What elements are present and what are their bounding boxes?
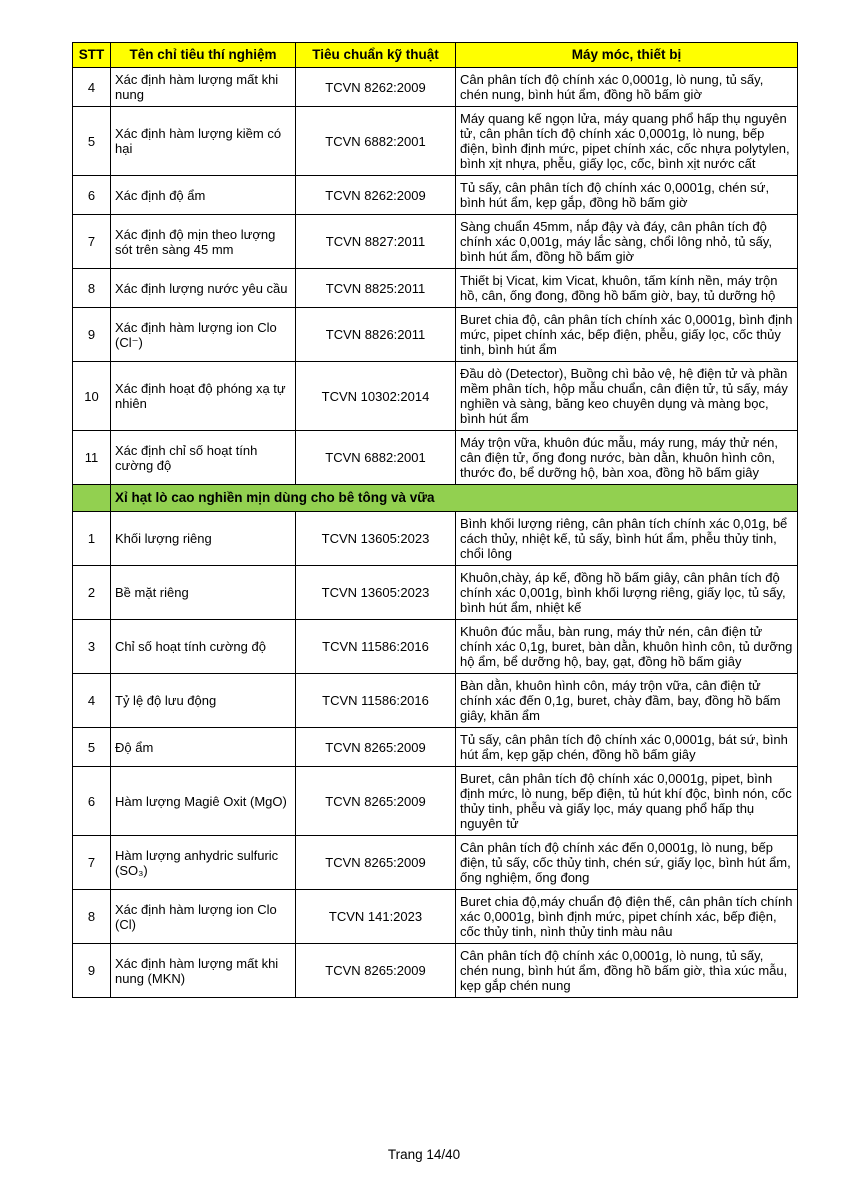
test-name-cell: Xác định độ mịn theo lượng sót trên sàng 45 mm: [111, 215, 296, 269]
table-row: [73, 107, 798, 176]
equipment-cell: Sàng chuẩn 45mm, nắp đậy và đáy, cân phân tích độ chính xác 0,001g, máy lắc sàng, chổi lông nhỏ, tủ sấy, bình hút ẩm, đồng hồ bấm giờ: [456, 215, 798, 269]
test-name-cell: Xác định lượng nước yêu cầu: [111, 269, 296, 308]
standard-cell: TCVN 13605:2023: [296, 512, 456, 566]
table-row: [73, 674, 798, 728]
table-header-row: [73, 43, 798, 68]
equipment-cell: Khuôn đúc mẫu, bàn rung, máy thử nén, cân điện tử chính xác 0,1g, buret, bàn dằn, khuôn hình côn, tủ dưỡng hộ ẩm, bể dưỡng hộ, bay, gạt, đồng hồ bấm giây: [456, 620, 798, 674]
equipment-cell: Cân phân tích độ chính xác đến 0,0001g, lò nung, bếp điện, tủ sấy, cốc thủy tinh, chén sứ, giấy lọc, bình hút ẩm, ống nghiệm, ống đong: [456, 836, 798, 890]
equipment-cell: Bình khối lượng riêng, cân phân tích chính xác 0,01g, bể cách thủy, nhiệt kế, tủ sấy, bình hút ẩm, phễu thủy tinh, chổi lông: [456, 512, 798, 566]
page-number: Trang 14/40: [387, 1147, 461, 1162]
test-name-cell: Hàm lượng Magiê Oxit (MgO): [111, 767, 296, 836]
stt-cell: 6: [73, 176, 111, 215]
table-row: [73, 944, 798, 998]
standard-cell: TCVN 8827:2011: [296, 215, 456, 269]
equipment-cell: Máy trộn vữa, khuôn đúc mẫu, máy rung, máy thử nén, cân điện tử, ống đong nước, bàn dằn, khuôn hình côn, thước đo, bể dưỡng hộ, bàn xoa, đồng hồ bấm giây: [456, 431, 798, 485]
table-row: [73, 767, 798, 836]
equipment-cell: Khuôn,chày, áp kế, đồng hồ bấm giây, cân phân tích độ chính xác 0,001g, bình khối lượng riêng, giấy lọc, tủ sấy, bình hút ẩm, nhiệt kế: [456, 566, 798, 620]
table-body: [73, 68, 798, 998]
table-row: [73, 512, 798, 566]
stt-cell: 4: [73, 68, 111, 107]
standard-cell: TCVN 8265:2009: [296, 728, 456, 767]
stt-cell: 9: [73, 944, 111, 998]
standard-cell: TCVN 6882:2001: [296, 107, 456, 176]
table-row: [73, 431, 798, 485]
test-criteria-table: [72, 42, 798, 998]
column-header-test-name: Tên chỉ tiêu thí nghiệm: [111, 43, 296, 68]
section-stt-cell: [73, 485, 111, 512]
equipment-cell: Cân phân tích độ chính xác 0,0001g, lò nung, tủ sấy, chén nung, bình hút ẩm, đồng hồ bấm giờ, thìa xúc mẫu, kẹp gắp chén nung: [456, 944, 798, 998]
table-row: [73, 728, 798, 767]
table-header: [73, 43, 798, 68]
test-name-cell: Tỷ lệ độ lưu động: [111, 674, 296, 728]
stt-cell: 11: [73, 431, 111, 485]
stt-cell: 10: [73, 362, 111, 431]
stt-cell: 7: [73, 215, 111, 269]
standard-cell: TCVN 13605:2023: [296, 566, 456, 620]
test-name-cell: Xác định hoạt độ phóng xạ tự nhiên: [111, 362, 296, 431]
table-row: [73, 362, 798, 431]
column-header-equipment: Máy móc, thiết bị: [456, 43, 798, 68]
standard-cell: TCVN 10302:2014: [296, 362, 456, 431]
table-row: [73, 836, 798, 890]
table-row: [73, 68, 798, 107]
stt-cell: 7: [73, 836, 111, 890]
table-row: [73, 215, 798, 269]
equipment-cell: Tủ sấy, cân phân tích độ chính xác 0,0001g, chén sứ, bình hút ẩm, kẹp gắp, đồng hồ bấm giờ: [456, 176, 798, 215]
standard-cell: TCVN 8826:2011: [296, 308, 456, 362]
test-name-cell: Hàm lượng anhydric sulfuric (SO₃): [111, 836, 296, 890]
table-row: [73, 176, 798, 215]
standard-cell: TCVN 8825:2011: [296, 269, 456, 308]
table-row: [73, 308, 798, 362]
standard-cell: TCVN 6882:2001: [296, 431, 456, 485]
section-title: Xỉ hạt lò cao nghiền mịn dùng cho bê tông và vữa: [111, 485, 798, 512]
column-header-stt: STT: [73, 43, 111, 68]
test-name-cell: Xác định hàm lượng mất khi nung: [111, 68, 296, 107]
test-name-cell: Xác định chỉ số hoạt tính cường độ: [111, 431, 296, 485]
standard-cell: TCVN 141:2023: [296, 890, 456, 944]
stt-cell: 2: [73, 566, 111, 620]
test-name-cell: Xác định hàm lượng kiềm có hại: [111, 107, 296, 176]
table-row: [73, 620, 798, 674]
standard-cell: TCVN 8262:2009: [296, 68, 456, 107]
standard-cell: TCVN 11586:2016: [296, 620, 456, 674]
stt-cell: 3: [73, 620, 111, 674]
table-row: [73, 269, 798, 308]
stt-cell: 5: [73, 107, 111, 176]
equipment-cell: Tủ sấy, cân phân tích độ chính xác 0,0001g, bát sứ, bình hút ẩm, kẹp gặp chén, đồng hồ bấm giây: [456, 728, 798, 767]
equipment-cell: Bàn dằn, khuôn hình côn, máy trộn vữa, cân điện tử chính xác đến 0,1g, buret, chày đầm, bay, đồng hồ bấm giây, khăn ẩm: [456, 674, 798, 728]
stt-cell: 6: [73, 767, 111, 836]
equipment-cell: Đầu dò (Detector), Buồng chì bảo vệ, hệ điện tử và phần mềm phân tích, hộp mẫu chuẩn, cân điện tử, tủ sấy, máy nghiền và sàng, băng keo chuyên dụng và màng bọc, bình hút ẩm: [456, 362, 798, 431]
test-name-cell: Xác định hàm lượng mất khi nung (MKN): [111, 944, 296, 998]
table-row: [73, 566, 798, 620]
standard-cell: TCVN 8265:2009: [296, 767, 456, 836]
equipment-cell: Máy quang kế ngọn lửa, máy quang phổ hấp thụ nguyên tử, cân phân tích độ chính xác 0,0001g, lò nung, bếp điện, bình định mức, pipet chính xác, cốc nhựa polytylen, bình xịt nhựa, phễu, giấy lọc, cốc, bình xịt nước cất: [456, 107, 798, 176]
test-name-cell: Xác định độ ẩm: [111, 176, 296, 215]
table-row: [73, 890, 798, 944]
stt-cell: 1: [73, 512, 111, 566]
stt-cell: 8: [73, 890, 111, 944]
test-name-cell: Độ ẩm: [111, 728, 296, 767]
stt-cell: 4: [73, 674, 111, 728]
test-name-cell: Xác định hàm lượng ion Clo (Cl): [111, 890, 296, 944]
equipment-cell: Cân phân tích độ chính xác 0,0001g, lò nung, tủ sấy, chén nung, bình hút ẩm, đồng hồ bấm giờ: [456, 68, 798, 107]
equipment-cell: Thiết bị Vicat, kim Vicat, khuôn, tấm kính nền, máy trộn hồ, cân, ống đong, đồng hồ bấm giờ, bay, tủ dưỡng hộ: [456, 269, 798, 308]
standard-cell: TCVN 8265:2009: [296, 836, 456, 890]
test-name-cell: Chỉ số hoạt tính cường độ: [111, 620, 296, 674]
test-name-cell: Bề mặt riêng: [111, 566, 296, 620]
standard-cell: TCVN 8265:2009: [296, 944, 456, 998]
standard-cell: TCVN 11586:2016: [296, 674, 456, 728]
test-name-cell: Xác định hàm lượng ion Clo (Cl⁻): [111, 308, 296, 362]
stt-cell: 5: [73, 728, 111, 767]
stt-cell: 8: [73, 269, 111, 308]
standard-cell: TCVN 8262:2009: [296, 176, 456, 215]
test-name-cell: Khối lượng riêng: [111, 512, 296, 566]
column-header-standard: Tiêu chuẩn kỹ thuật: [296, 43, 456, 68]
equipment-cell: Buret chia độ,máy chuẩn độ điện thế, cân phân tích chính xác 0,0001g, bình định mức, pipet chính xác, bếp điện, cốc thủy tinh, nình thủy tinh màu nâu: [456, 890, 798, 944]
equipment-cell: Buret chia độ, cân phân tích chính xác 0,0001g, bình định mức, pipet chính xác, bếp điện, phễu, giấy lọc, cốc thủy tinh, bình hút ẩm: [456, 308, 798, 362]
section-header-row: [73, 485, 798, 512]
equipment-cell: Buret, cân phân tích độ chính xác 0,0001g, pipet, bình định mức, lò nung, bếp điện, tủ hút khí độc, bình nón, cốc thủy tinh, phễu và giấy lọc, máy quang phổ hấp thụ nguyên tử: [456, 767, 798, 836]
stt-cell: 9: [73, 308, 111, 362]
